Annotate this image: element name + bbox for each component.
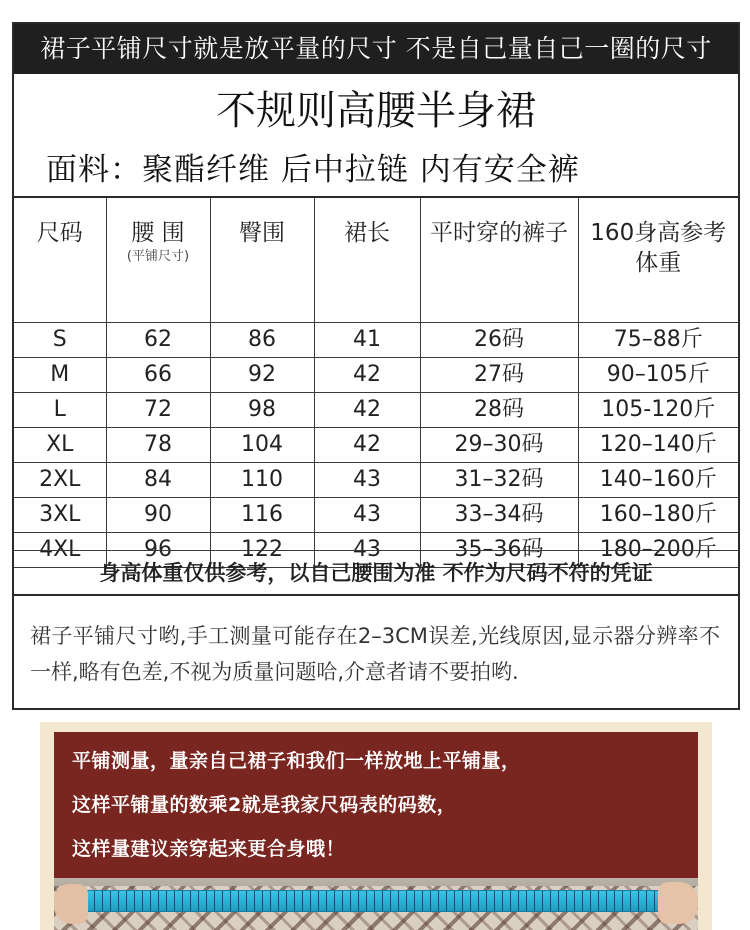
- cell-size: 3XL: [14, 498, 106, 533]
- cell-weight: 105-120斤: [578, 393, 738, 428]
- product-title: 不规则高腰半身裙: [216, 88, 536, 134]
- cell-pants: 29–30码: [420, 428, 578, 463]
- header-size: 尺码: [14, 198, 106, 323]
- header-pants: 平时穿的裤子: [420, 198, 578, 323]
- cell-waist: 96: [106, 533, 210, 568]
- measurement-disclaimer: 裙子平铺尺寸哟,手工测量可能存在2–3CM误差,光线原因,显示器分辨率不一样,略有色差,不视为质量问题哈,介意者请不要拍哟.: [30, 624, 720, 684]
- table-row: [14, 498, 738, 533]
- measure-guide-line-2: 这样平铺量的数乘2就是我家尺码表的码数，: [72, 794, 457, 816]
- cell-size: M: [14, 358, 106, 393]
- cell-weight: 160–180斤: [578, 498, 738, 533]
- header-weight: [578, 198, 738, 323]
- cell-size: L: [14, 393, 106, 428]
- cell-length: 42: [314, 358, 420, 393]
- table-row: [14, 323, 738, 358]
- cell-hip: 104: [210, 428, 314, 463]
- cell-pants: 27码: [420, 358, 578, 393]
- cell-hip: 110: [210, 463, 314, 498]
- table-row: [14, 358, 738, 393]
- cell-hip: 122: [210, 533, 314, 568]
- cell-waist: 84: [106, 463, 210, 498]
- cell-length: 43: [314, 533, 420, 568]
- cell-hip: 98: [210, 393, 314, 428]
- header-waist-label: 腰 围: [131, 220, 185, 246]
- cell-waist: 66: [106, 358, 210, 393]
- cell-pants: 33–34码: [420, 498, 578, 533]
- cell-pants: 26码: [420, 323, 578, 358]
- table-header-row: [14, 198, 738, 323]
- cell-size: 4XL: [14, 533, 106, 568]
- cell-size: S: [14, 323, 106, 358]
- cell-waist: 78: [106, 428, 210, 463]
- header-hip: 臀围: [210, 198, 314, 323]
- cell-length: 42: [314, 393, 420, 428]
- cell-length: 43: [314, 498, 420, 533]
- measuring-tape-icon: [78, 890, 688, 912]
- fabric-line: 面料：聚酯纤维 后中拉链 内有安全裤: [46, 152, 580, 188]
- cell-weight: 120–140斤: [578, 428, 738, 463]
- cell-pants: 31–32码: [420, 463, 578, 498]
- measure-guide-line-1: 平铺测量，量亲自己裙子和我们一样放地上平铺量，: [72, 750, 521, 772]
- cell-weight: 90–105斤: [578, 358, 738, 393]
- cell-weight: 140–160斤: [578, 463, 738, 498]
- header-weight-line2: 体重: [635, 250, 682, 276]
- cell-hip: 116: [210, 498, 314, 533]
- header-waist-note: (平铺尺寸): [126, 249, 190, 264]
- cell-pants: 28码: [420, 393, 578, 428]
- size-table: [14, 198, 738, 568]
- top-banner: 裙子平铺尺寸就是放平量的尺寸 不是自己量自己一圈的尺寸: [14, 24, 738, 74]
- cell-waist: 62: [106, 323, 210, 358]
- header-length: 裙长: [314, 198, 420, 323]
- left-hand-image: [54, 884, 88, 924]
- cell-hip: 92: [210, 358, 314, 393]
- right-hand-image: [658, 882, 698, 924]
- measure-guide-line-3: 这样量建议亲穿起来更合身哦！: [72, 838, 346, 860]
- table-row: [14, 393, 738, 428]
- cell-hip: 86: [210, 323, 314, 358]
- table-row: [14, 463, 738, 498]
- measurement-guide-text-box: [54, 732, 698, 878]
- cell-size: XL: [14, 428, 106, 463]
- header-waist: [106, 198, 210, 323]
- measuring-tape-photo: [54, 878, 698, 930]
- cell-waist: 90: [106, 498, 210, 533]
- cell-length: 41: [314, 323, 420, 358]
- reference-note: 身高体重仅供参考，以自己腰围为准 不作为尺码不符的凭证: [14, 550, 738, 596]
- cell-length: 43: [314, 463, 420, 498]
- cell-length: 42: [314, 428, 420, 463]
- cell-weight: 180–200斤: [578, 533, 738, 568]
- measurement-guide-panel: [40, 722, 712, 930]
- cell-size: 2XL: [14, 463, 106, 498]
- cell-pants: 35–36码: [420, 533, 578, 568]
- header-weight-line1: 160身高参考: [590, 220, 727, 246]
- cell-weight: 75–88斤: [578, 323, 738, 358]
- product-info-box: [14, 74, 738, 198]
- cell-waist: 72: [106, 393, 210, 428]
- table-row: [14, 428, 738, 463]
